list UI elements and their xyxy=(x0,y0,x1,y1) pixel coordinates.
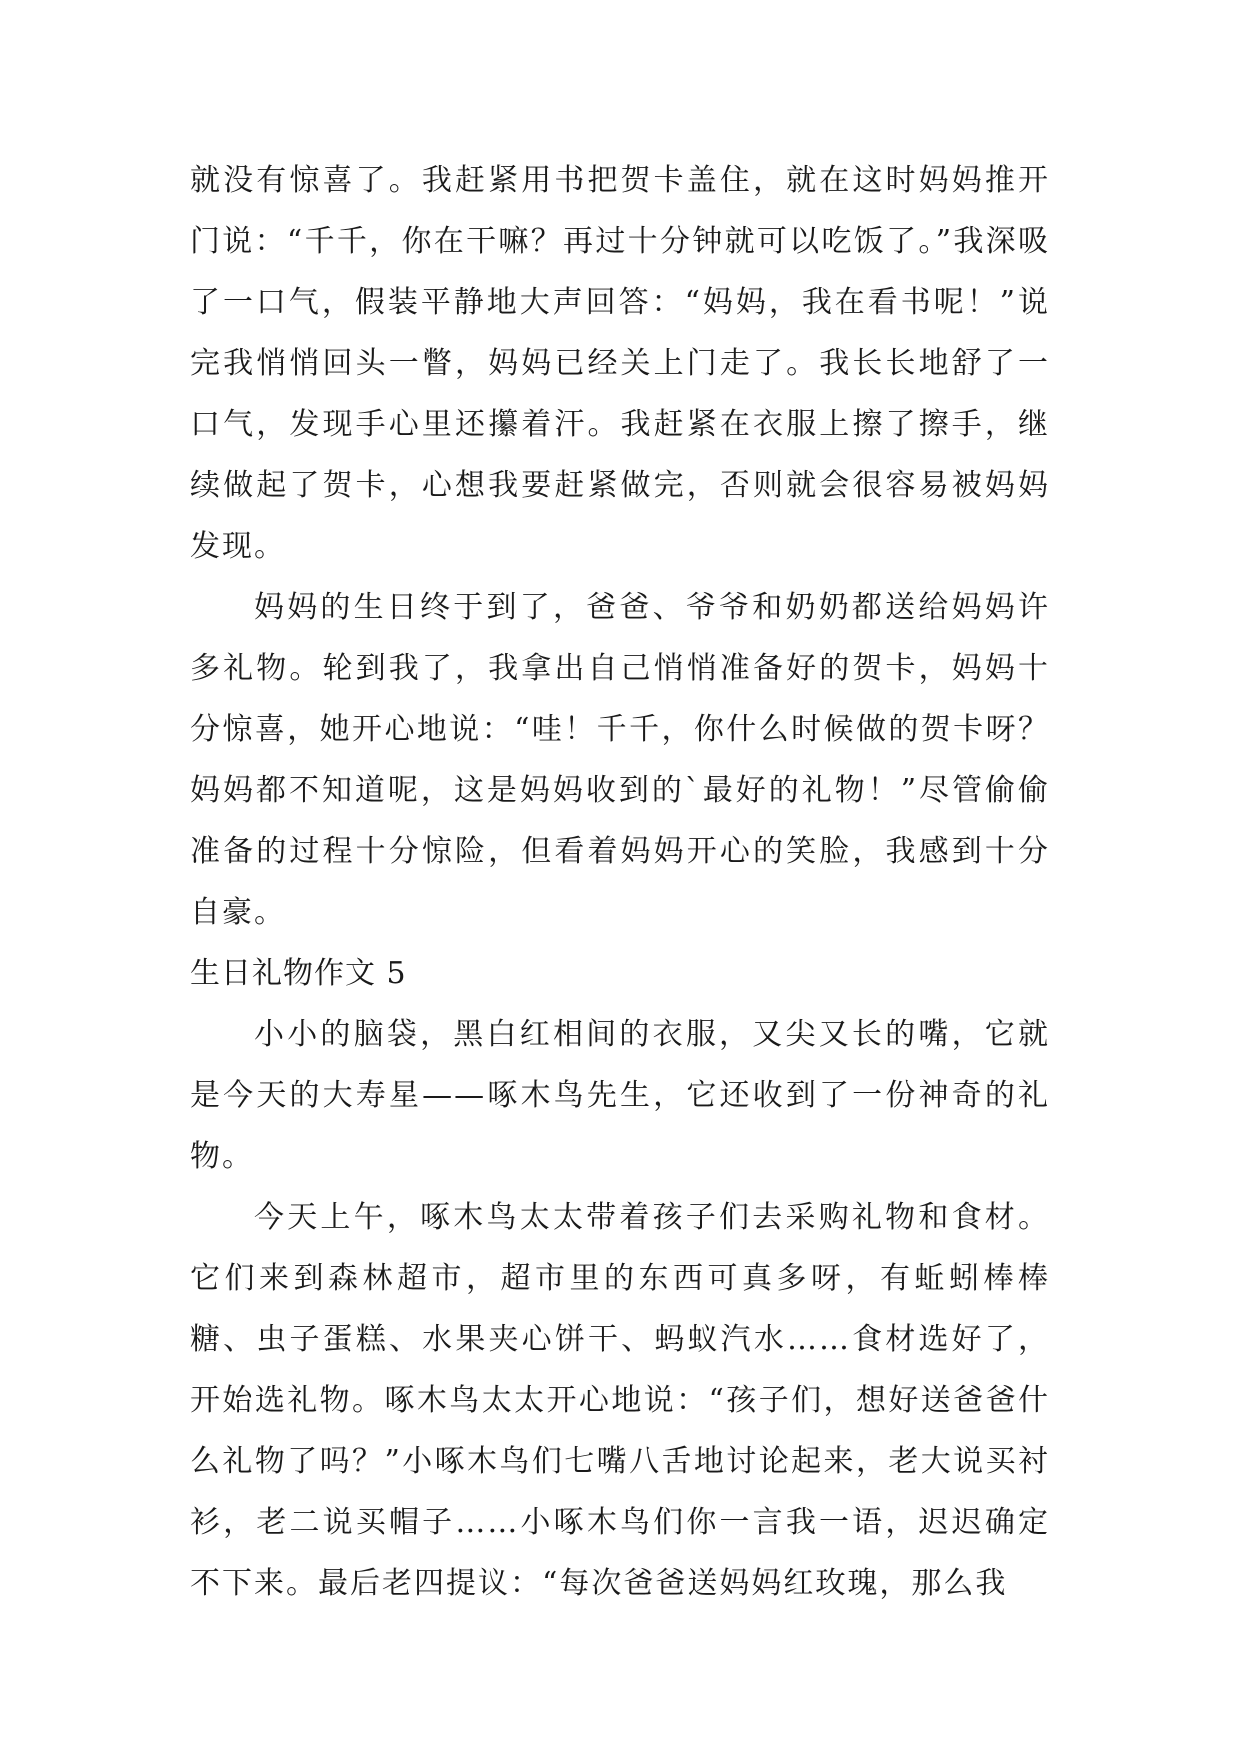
paragraph-birthday-surprise: 妈妈的生日终于到了，爸爸、爷爷和奶奶都送给妈妈许多礼物。轮到我了，我拿出自己悄悄准备好的贺卡，妈妈十分惊喜，她开心地说：“哇！千千，你什么时候做的贺卡呀？妈妈都不知道呢，这是妈妈收到的`最好的礼物！”尽管偷偷准备的过程十分惊险，但看着妈妈开心的笑脸，我感到十分自豪。 xyxy=(190,590,1050,930)
paragraph-woodpecker-shopping: 今天上午，啄木鸟太太带着孩子们去采购礼物和食材。它们来到森林超市，超市里的东西可真多呀，有蚯蚓棒棒糖、虫子蛋糕、水果夹心饼干、蚂蚁汽水……食材选好了，开始选礼物。啄木鸟太太开心地说：“孩子们，想好送爸爸什么礼物了吗？”小啄木鸟们七嘴八舌地讨论起来，老大说买衬衫，老二说买帽子……小啄木鸟们你一言我一语，迟迟确定不下来。最后老四提议：“每次爸爸送妈妈红玫瑰，那么我 xyxy=(190,1200,1050,1601)
section-title: 生日礼物作文 5 xyxy=(190,956,407,991)
body-text xyxy=(190,150,1050,1614)
paragraph-card-hiding: 就没有惊喜了。我赶紧用书把贺卡盖住，就在这时妈妈推开门说：“千千，你在干嘛？再过十分钟就可以吃饭了。”我深吸了一口气，假装平静地大声回答：“妈妈，我在看书呢！”说完我悄悄回头一瞥，妈妈已经关上门走了。我长长地舒了一口气，发现手心里还攥着汗。我赶紧在衣服上擦了擦手，继续做起了贺卡，心想我要赶紧做完，否则就会很容易被妈妈发现。 xyxy=(190,163,1050,564)
paragraph-woodpecker-intro: 小小的脑袋，黑白红相间的衣服，又尖又长的嘴，它就是今天的大寿星——啄木鸟先生，它还收到了一份神奇的礼物。 xyxy=(190,1017,1050,1174)
